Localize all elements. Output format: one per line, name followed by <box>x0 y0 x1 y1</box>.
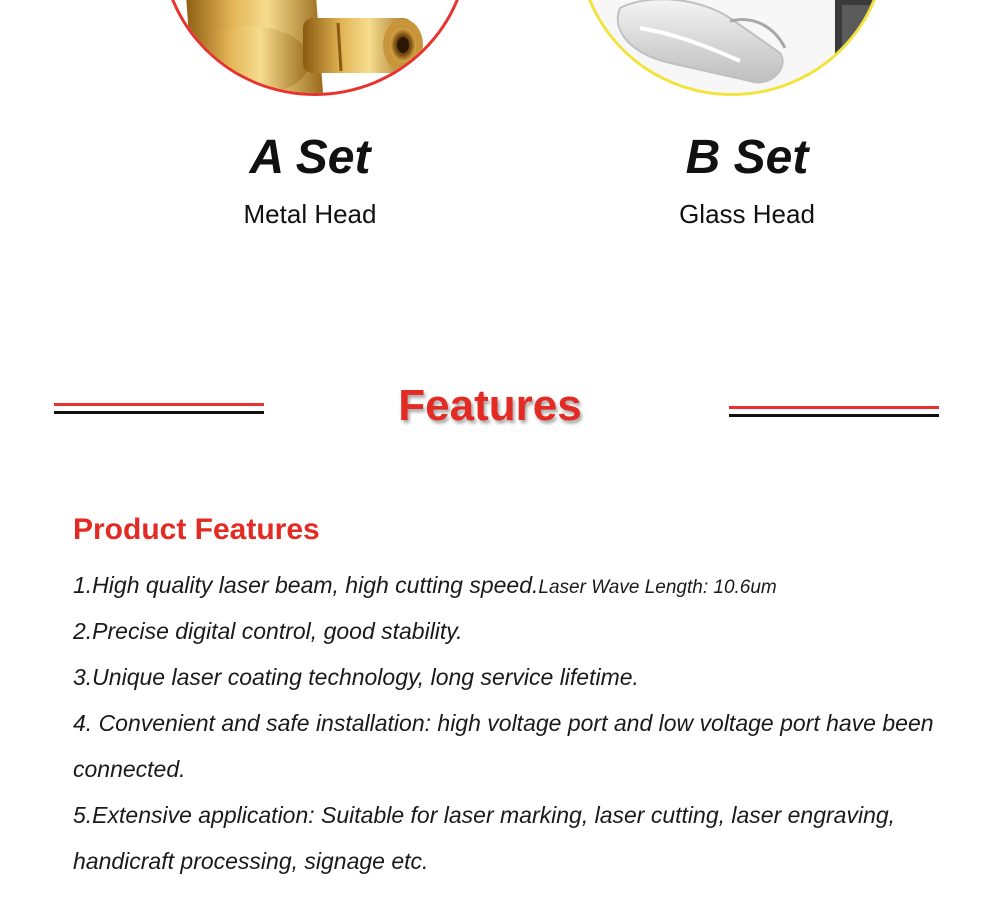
glass-head-image <box>577 0 887 96</box>
metal-head-image <box>160 0 470 96</box>
set-a-title: A Set <box>249 131 371 184</box>
feature-item: 3.Unique laser coating technology, long service lifetime. <box>73 664 639 690</box>
decorative-lines-right <box>729 406 939 426</box>
feature-text: 1.High quality laser beam, high cutting speed. <box>73 572 539 598</box>
feature-item: 2.Precise digital control, good stability. <box>73 618 463 644</box>
set-b-title: B Set <box>685 131 809 184</box>
decorative-lines-left <box>54 403 264 423</box>
feature-item: 4. Convenient and safe installation: high voltage port and low voltage port have been connected. <box>73 710 934 782</box>
feature-note: Laser Wave Length: 10.6um <box>538 577 777 598</box>
set-b-subtitle: Glass Head <box>679 199 815 229</box>
set-a-subtitle: Metal Head <box>243 199 377 229</box>
feature-item <box>73 562 953 611</box>
features-heading: Features <box>398 381 582 430</box>
feature-item: 5.Extensive application: Suitable for laser marking, laser cutting, laser engraving, handicraft processing, signage etc. <box>73 802 896 874</box>
product-features-title: Product Features <box>73 513 320 546</box>
